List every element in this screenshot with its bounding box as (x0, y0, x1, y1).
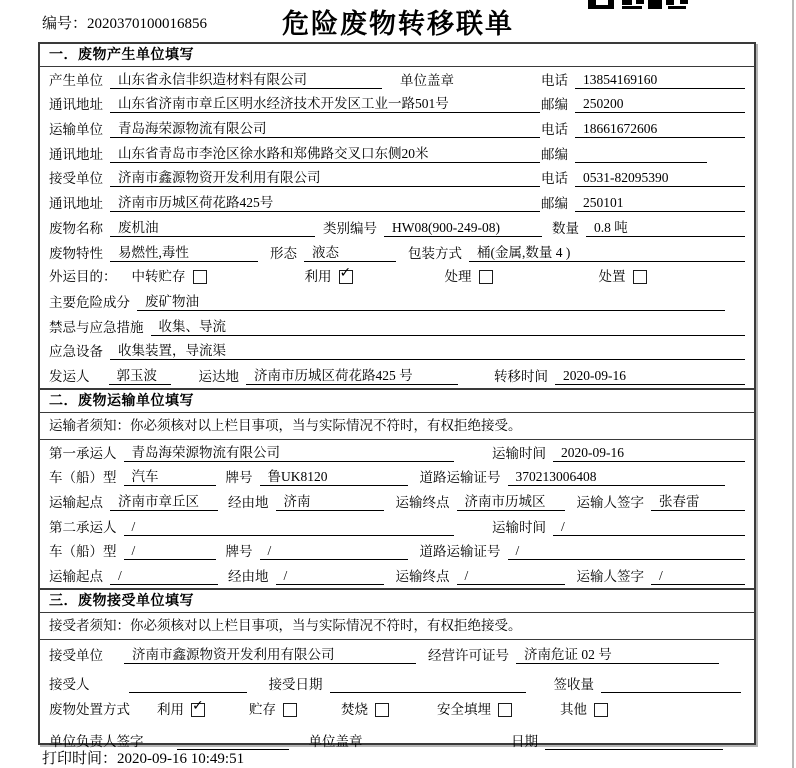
form-row (40, 465, 754, 490)
checkbox-option (437, 701, 512, 718)
field-label: 转移时间 (494, 368, 548, 384)
form-row (40, 489, 754, 514)
form-row (40, 440, 754, 465)
form-row (40, 539, 754, 564)
checkbox-option (304, 264, 353, 285)
form-section (40, 388, 754, 588)
field-value-underline: 张春雷 (651, 493, 745, 511)
field-value-underline: HW08(900-249-08) (384, 219, 542, 237)
print-time-line (42, 747, 244, 768)
checkbox-option (560, 701, 608, 718)
field-value-underline (129, 676, 247, 693)
field-value-underline: 青岛海荣源物流有限公司 (124, 444, 454, 462)
checkbox-unchecked-icon (594, 703, 608, 717)
field-label: 运输终点 (395, 569, 450, 585)
field-label: 单位负责人签字 (49, 734, 144, 750)
checkbox-label: 利用 (157, 702, 184, 718)
section-notice: 运输者须知：你必须核对以上栏目事项，当与实际情况不符时，有权拒绝接受。 (40, 413, 754, 440)
checkbox-unchecked-icon (193, 270, 207, 284)
field-value-underline: 青岛海荣源物流有限公司 (110, 120, 540, 138)
form-row (40, 67, 754, 92)
checkbox-option (249, 701, 297, 718)
field-label: 产生单位 (49, 72, 103, 88)
field-label: 接受单位 (49, 647, 103, 663)
checkbox-label: 中转贮存 (131, 269, 186, 285)
field-value-underline: 桶(金属,数量 4 ) (469, 244, 745, 262)
field-value-underline: / (508, 542, 746, 560)
checkbox-option (599, 268, 647, 285)
static-text: 单位盖章 (308, 734, 363, 750)
field-value-underline: 山东省青岛市李沧区徐水路和郑佛路交叉口东侧20米 (110, 145, 540, 163)
field-label: 经营许可证号 (428, 647, 509, 663)
field-value-underline: / (124, 542, 216, 560)
field-label: 通讯地址 (49, 146, 103, 162)
section-title: 三．废物接受单位填写 (40, 590, 754, 613)
field-value-underline: 山东省济南市章丘区明水经济技术开发区工业一路501号 (110, 95, 540, 113)
checkbox-unchecked-icon (479, 270, 493, 284)
field-label: 电话 (541, 171, 568, 187)
section-title: 二．废物运输单位填写 (40, 390, 754, 413)
checkbox-label: 贮存 (249, 702, 276, 718)
field-label: 接受日期 (268, 676, 323, 692)
field-label: 禁忌与应急措施 (49, 319, 144, 335)
checkbox-option (445, 268, 493, 285)
field-label: 通讯地址 (49, 97, 103, 113)
form-section (40, 588, 754, 755)
field-value-underline: 13854169160 (575, 71, 745, 89)
field-label: 废物处置方式 (49, 702, 130, 718)
checkbox-label: 利用 (304, 269, 332, 285)
section-title: 一．废物产生单位填写 (40, 44, 754, 67)
page-title: 危险废物转移联单 (282, 9, 514, 39)
field-value-underline (545, 733, 723, 750)
field-value-underline: 济南 (276, 493, 384, 511)
checkbox-checked-icon (191, 697, 205, 717)
field-label: 经由地 (228, 569, 269, 585)
field-value-underline: 山东省永信非织造材料有限公司 (110, 71, 382, 89)
field-label: 运输时间 (492, 445, 546, 461)
field-label: 包装方式 (408, 245, 462, 261)
field-label: 运输人签字 (576, 569, 644, 585)
field-value-underline: 济南市历城区荷花路425 号 (246, 367, 458, 385)
checkbox-label: 处理 (444, 269, 472, 285)
field-value-underline: 鲁UK8120 (260, 468, 408, 486)
form-row (40, 669, 754, 698)
form-row (40, 698, 754, 727)
field-label: 第二承运人 (49, 519, 117, 535)
field-value-underline: 2020-09-16 (553, 444, 745, 462)
transfer-form-table (38, 42, 756, 750)
field-value-underline: 18661672606 (575, 120, 745, 138)
field-label: 外运目的： (49, 269, 117, 285)
form-row (40, 240, 754, 265)
field-label: 签收量 (553, 676, 594, 692)
form-section (40, 44, 754, 388)
form-row (40, 640, 754, 669)
form-row (40, 514, 754, 539)
field-value-underline: 250101 (575, 194, 745, 212)
field-value-underline: 郭玉波 (109, 367, 171, 385)
print-time-label: 打印时间： (42, 751, 118, 767)
field-value-underline: / (124, 518, 454, 536)
checkbox-label: 其他 (560, 702, 587, 718)
field-label: 道路运输证号 (419, 470, 501, 486)
field-value-underline: 收集、导流 (151, 318, 746, 336)
field-label: 车（船）型 (49, 544, 117, 560)
field-label: 废物特性 (49, 245, 103, 261)
checkbox-option (341, 701, 389, 718)
checkbox-label: 安全填埋 (437, 702, 491, 718)
static-text: 单位盖章 (400, 72, 454, 88)
field-label: 邮编 (541, 196, 568, 212)
field-value-underline: 370213006408 (508, 468, 726, 486)
field-value-underline: 液态 (304, 244, 396, 262)
field-label: 通讯地址 (49, 196, 103, 212)
field-label: 电话 (541, 72, 568, 88)
field-label: 接受单位 (49, 171, 103, 187)
field-label: 运输时间 (492, 519, 546, 535)
field-value-underline: 收集装置，导流渠 (110, 342, 745, 360)
serial-value: 2020370100016856 (87, 16, 208, 32)
form-row (40, 141, 754, 166)
form-row (40, 116, 754, 141)
field-value-underline (330, 676, 526, 693)
field-label: 运输起点 (49, 495, 103, 510)
field-label: 牌号 (225, 544, 253, 560)
field-label: 运输人签字 (576, 495, 644, 510)
field-label: 类别编号 (323, 220, 377, 236)
field-value-underline: 济南市章丘区 (110, 493, 218, 511)
field-value-underline: 济南市鑫源物资开发利用有限公司 (110, 169, 540, 187)
form-row (40, 563, 754, 588)
field-label: 发运人 (49, 368, 90, 384)
field-label: 运输起点 (49, 569, 103, 585)
field-label: 形态 (270, 245, 297, 261)
field-label: 日期 (511, 734, 538, 750)
form-row (40, 363, 754, 388)
field-label: 废物名称 (49, 220, 103, 236)
field-label: 运达地 (198, 368, 239, 384)
field-value-underline (601, 676, 741, 693)
checkbox-unchecked-icon (633, 270, 647, 284)
field-label: 牌号 (225, 470, 253, 486)
print-time-value: 2020-09-16 10:49:51 (117, 751, 245, 767)
field-value-underline: 易燃性,毒性 (110, 244, 258, 262)
field-label: 应急设备 (49, 344, 103, 360)
field-value-underline: 0.8 吨 (586, 219, 745, 237)
checkbox-unchecked-icon (283, 703, 297, 717)
check-mark: ✓ (339, 264, 352, 281)
form-row (40, 92, 754, 117)
checkbox-unchecked-icon (498, 703, 512, 717)
field-value-underline: 济南市鑫源物资开发利用有限公司 (124, 646, 416, 664)
field-label: 电话 (541, 122, 568, 138)
field-value-underline: 250200 (575, 95, 745, 113)
field-value-underline: / (457, 567, 565, 585)
form-row (40, 215, 754, 240)
field-value-underline: 济南市历城区 (457, 493, 565, 511)
field-label: 主要危险成分 (49, 294, 130, 310)
checkbox-checked-icon (339, 264, 353, 284)
field-value-underline: 汽车 (124, 468, 216, 486)
form-row (40, 289, 754, 314)
field-value-underline (575, 146, 707, 163)
field-label: 邮编 (541, 97, 568, 113)
field-label: 道路运输证号 (419, 544, 501, 560)
field-label: 第一承运人 (49, 445, 117, 461)
form-row (40, 190, 754, 215)
field-value-underline: / (260, 542, 408, 560)
checkbox-option (132, 268, 207, 285)
field-value-underline: 2020-09-16 (555, 367, 745, 385)
field-value-underline: / (553, 518, 745, 536)
check-mark: ✓ (192, 697, 204, 714)
field-value-underline: / (276, 567, 384, 585)
checkbox-option (157, 697, 205, 718)
field-value-underline: 废机油 (110, 219, 315, 237)
field-label: 车（船）型 (49, 470, 117, 486)
checkbox-label: 处置 (598, 269, 626, 285)
field-value-underline: / (110, 567, 218, 585)
field-label: 接受人 (49, 676, 90, 692)
field-value-underline: 济南市历城区荷花路425号 (110, 194, 540, 212)
field-label: 经由地 (228, 495, 269, 510)
field-value-underline: / (651, 567, 745, 585)
form-row (40, 265, 754, 290)
field-label: 运输单位 (49, 122, 103, 138)
form-row (40, 166, 754, 191)
form-row (40, 314, 754, 339)
field-label: 数量 (552, 220, 579, 236)
section-notice: 接受者须知：你必须核对以上栏目事项，当与实际情况不符时，有权拒绝接受。 (40, 613, 754, 640)
form-row (40, 339, 754, 364)
qr-code-fragment (588, 0, 692, 9)
field-value-underline: 废矿物油 (137, 293, 725, 311)
field-label: 邮编 (541, 146, 568, 162)
checkbox-unchecked-icon (375, 703, 389, 717)
page-edge-divider (792, 0, 794, 768)
field-value-underline: 济南危证 02 号 (516, 646, 719, 664)
checkbox-label: 焚烧 (341, 702, 368, 718)
field-label: 运输终点 (395, 495, 450, 510)
serial-label: 编号： (42, 16, 88, 32)
field-value-underline: 0531-82095390 (575, 169, 745, 187)
